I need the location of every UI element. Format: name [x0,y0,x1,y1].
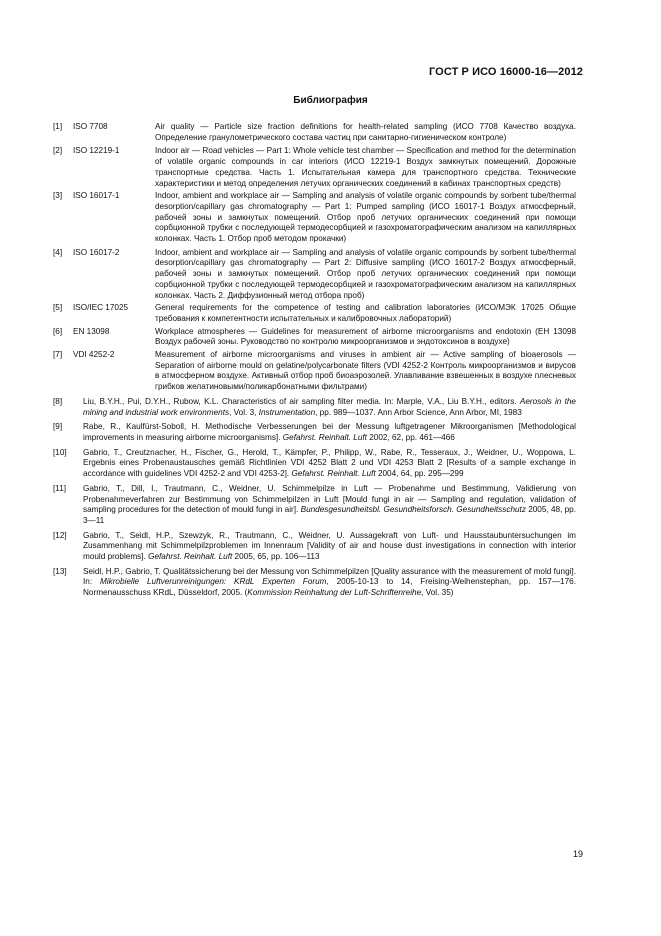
entry-text: Seidl, H.P., Gabrio, T. Qualitätssicherung bei der Messung von Schimmelpilzen [Quality assurance with the measurement of mold fungi]. In: Mikrobielle Luftverunreinigungen: KRdL Experten Forum, 2005-10-13 to 14, Freising-Weihenstephan, pp. 157—176. Normenausschuss KRdL, Düsseldorf, 2005. (Kommission Reinhaltung der Luft-Schriftenreihe, Vol. 35) [83,566,576,598]
entry-text: Air quality — Particle size fraction definitions for health-related sampling (ИСО 7708 Качество воздуха. Определение гранулометрического состава частиц при санитарно-гигиеническом контроле) [155,122,576,142]
entry-number: [10] [53,447,67,457]
page-number: 19 [572,849,583,859]
bib-entry [53,248,576,302]
entry-code: EN 13098 [73,326,110,336]
bib-entry [53,448,576,480]
entry-text: General requirements for the competence of testing and calibration laboratories (ИСО/МЭК 17025 Общие требования к компетентности испытательных и калибровочных лабораторий) [155,303,576,323]
entry-text: Gabrio, T., Dill, I., Trautmann, C., Weidner, U. Schimmelpilze in Luft — Probenahme und Bestimmung, Validierung von Probenahmeverfahren zur Bestimmung von Schimmelpilzen in Luft [Mould fungi in air — Sampling and regulation, validation of sampling procedures for the detection of mould fungi in air]. Bundesgesundheitsbl. Gesundheitsforsch. Gesundheitsschutz 2005, 48, pp. 3—11 [83,483,577,525]
bib-entry [53,397,576,418]
entry-number: [13] [53,566,67,576]
bib-entry [53,567,576,599]
entry-number: [12] [53,530,67,540]
standard-number: ГОСТ Р ИСО 16000-16—2012 [428,66,583,78]
bib-entry [53,350,576,393]
entry-number: [4] [53,247,63,257]
entry-text: Gabrio, T., Creutznacher, H., Fischer, G., Herold, T., Kämpfer, P., Philipp, W., Rabe, R., Tesseraux, J., Weidner, U., Woppowa, L. Ergebnis eines Probenaustausches gemäß Richtlinien VDI 4252 Blatt 2 und VDI 4253 Blatt 2 [Results of a sample exchange in accordance with guidelines VDI 4252-2 and VDI 4253-2]. Gefahrst. Reinhalt. Luft 2004, 64, pp. 295—299 [83,447,576,479]
entry-text: Rabe, R., Kaulfürst-Soboll, H. Methodische Verbesserungen bei der Messung luftgetragener Mikroorganismen [Methodological improvements in measuring airborne microorganisms]. Gefahrst. Reinhalt. Luft 2002, 62, pp. 461—466 [83,422,576,442]
entry-code: ISO 7708 [73,122,108,131]
bib-entry [53,327,576,348]
entry-text: Liu, B.Y.H., Pui, D.Y.H., Rubow, K.L. Characteristics of air sampling filter media. In: Marple, V.A., Liu B.Y.H., editors. Aerosols in the mining and industrial work environments, Vol. 3, Instrumentation, pp. 989—1037. Ann Arbor Science, Ann Arbor, MI, 1983 [83,396,576,417]
entry-text: Gabrio, T., Seidl, H.P., Szewzyk, R., Trautmann, C., Weidner, U. Aussagekraft von Luft- und Hausstaubuntersuchungen im Zusammenhang mit Schimmelpilzproblemen im Innenraum [Validity of air and house dust investigations in connection with interior mould problems]. Gefahrst. Reinhalt. Luft 2005, 65, pp. 106—113 [83,530,576,562]
entry-text: Indoor air — Road vehicles — Part 1: Whole vehicle test chamber — Specification and method for the determination of volatile organic compounds in car interiors (ИСО 12219-1 Воздух замкнутых помещений. Дорожные транспортные средства. Часть 1. Испытательная камера для транспортного средства. Технические характеристики и метод определения летучих органических соединений в кабинах транспортных средств) [155,146,576,188]
entry-number: [2] [53,146,63,156]
entry-number: [11] [53,483,67,493]
entry-text: Measurement of airborne microorganisms and viruses in ambient air — Active sampling of bioaerosols — Separation of airborne mould on gelatine/polycarbonate filters (VDI 4252-2 Контроль микроорганизмов и вирусов в атмосферном воздухе. Активный отбор проб биоаэрозолей. Улавливание взвешенных в воздухе плесневых грибков желатиновыми/поликарбонатными фильтрами) [155,350,576,392]
entry-number: [7] [53,350,63,360]
bib-entry [53,484,576,527]
entry-number: [1] [53,122,63,131]
bib-entry [53,191,576,245]
entry-code: ISO 16017-2 [73,247,120,257]
bib-entry [53,146,576,189]
entry-code: ISO/IEC 17025 [73,303,129,313]
bibliography-list [53,122,576,599]
entry-number: [8] [53,396,63,406]
entry-number: [3] [53,191,63,201]
entry-text: Indoor, ambient and workplace air — Sampling and analysis of volatile organic compounds by sorbent tube/thermal desorption/capillary gas chromatography — Part 1: Pumped sampling (ИСО 16017-1 Воздух атмосферный, рабочей зоны и замкнутых помещений. Отбор проб летучих органических соединений при помощи сорбционной трубки с последующей термодесорбцией и газохроматографическим анализом на капиллярных колонках. Часть 1. Отбор проб методом прокачки) [155,191,576,244]
bib-entry [53,303,576,324]
bib-entry [53,531,576,563]
entry-text: Indoor, ambient and workplace air — Sampling and analysis of volatile organic compounds by sorbent tube/thermal desorption/capillary gas chromatography — Part 2: Diffusive sampling (ИСО 16017-2 Воздух атмосферный, рабочей зоны и замкнутых помещений. Отбор проб летучих органических соединений при помощи сорбционной трубки с последующей термодесорбцией и газохроматографическим анализом на капиллярных колонках. Часть 2. Диффузионный метод отбора проб) [155,247,576,300]
entry-code: VDI 4252-2 [73,350,115,360]
entry-code: ISO 12219-1 [73,146,120,156]
entry-text: Workplace atmospheres — Guidelines for measurement of airborne microorganisms and endotoxin (ЕН 13098 Воздух рабочей зоны. Руководство по контролю микроорганизмов и эндотоксинов в воздухе) [155,326,576,347]
entry-code: ISO 16017-1 [73,191,120,201]
bib-entry [53,422,576,443]
entry-number: [9] [53,422,63,432]
bib-entry [53,122,576,143]
entry-number: [6] [53,326,63,336]
entry-number: [5] [53,303,63,313]
page-title: Библиография [293,95,368,106]
